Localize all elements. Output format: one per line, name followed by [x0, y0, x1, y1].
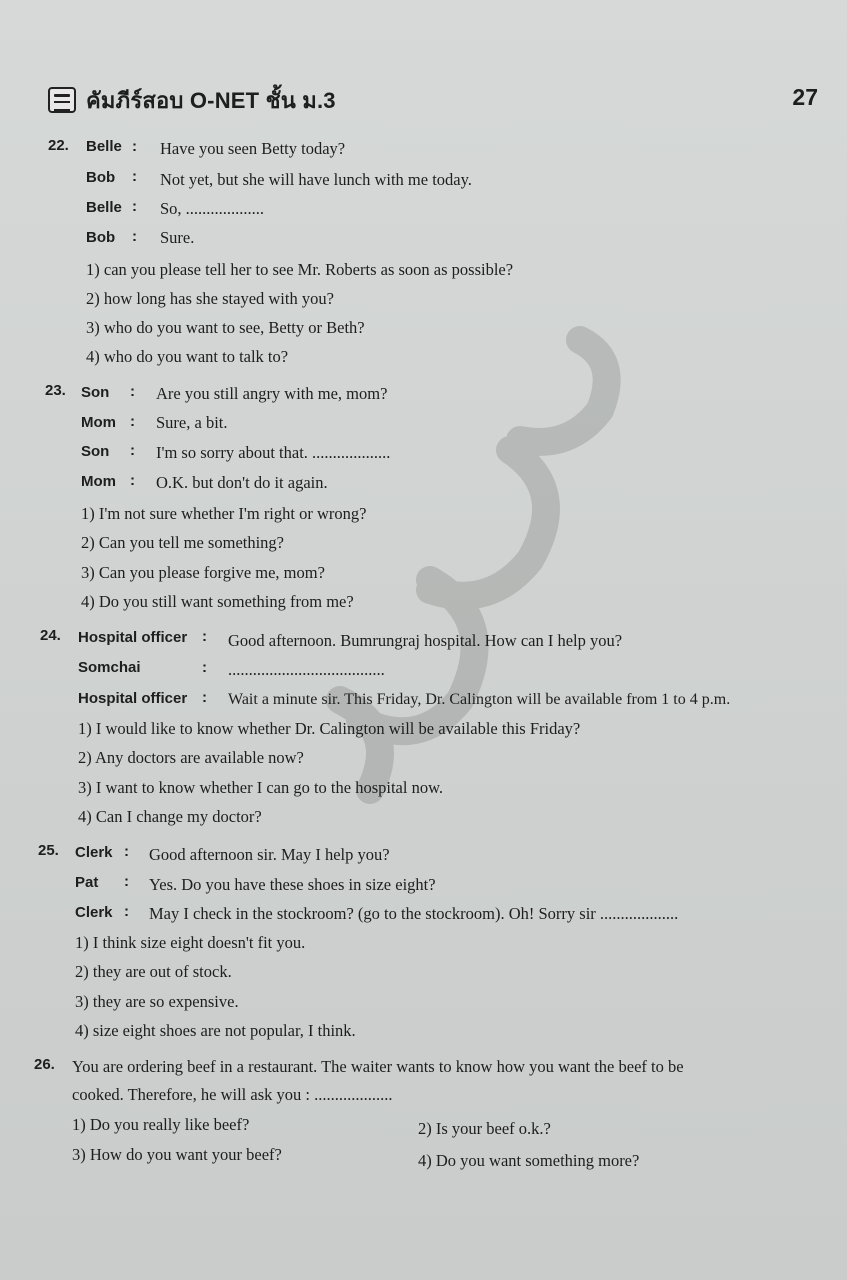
colon-separator: : [202, 689, 207, 706]
dialogue-line [86, 167, 115, 187]
colon-separator: : [202, 628, 207, 645]
question-stem: cooked. Therefore, he will ask you : ................... [72, 1085, 393, 1104]
answer-option: 2) Any doctors are available now? [78, 748, 304, 767]
dialogue-text: Sure. [160, 228, 195, 247]
page-number: 27 [792, 84, 818, 110]
answer-option: 1) Do you really like beef? [72, 1115, 250, 1134]
dialogue-line [86, 227, 115, 247]
colon-separator: : [132, 228, 137, 245]
answer-option: 2) Is your beef o.k.? [418, 1119, 551, 1138]
answer-option: 4) Do you still want something from me? [81, 592, 354, 611]
question-number: 25. [38, 842, 59, 859]
speaker-name: Clerk [75, 904, 113, 921]
book-title: คัมภีร์สอบ O-NET ชั้น ม.3 [86, 87, 336, 113]
colon-separator: : [202, 659, 207, 676]
answer-option: 2) how long has she stayed with you? [86, 289, 334, 308]
answer-option: 3) Can you please forgive me, mom? [81, 563, 325, 582]
speaker-name: Hospital officer [78, 690, 188, 707]
question-number: 23. [45, 382, 66, 399]
question-number: 22. [48, 137, 69, 154]
dialogue-line [78, 627, 187, 647]
dialogue-line [75, 842, 113, 862]
book-icon [48, 87, 76, 113]
answer-option: 3) How do you want your beef? [72, 1145, 282, 1164]
answer-option: 1) I'm not sure whether I'm right or wrong? [81, 504, 367, 523]
answer-option: 2) they are out of stock. [75, 962, 232, 981]
speaker-name: Mom [81, 473, 116, 490]
dialogue-text: Good afternoon. Bumrungraj hospital. How can I help you? [228, 631, 623, 650]
answer-option: 4) size eight shoes are not popular, I think. [75, 1021, 356, 1040]
answer-option: 1) can you please tell her to see Mr. Roberts as soon as possible? [86, 260, 514, 279]
dialogue-text: Not yet, but she will have lunch with me today. [160, 170, 472, 189]
dialogue-text: I'm so sorry about that. ................... [156, 443, 391, 462]
answer-option: 1) I think size eight doesn't fit you. [75, 933, 306, 952]
answer-option: 3) they are so expensive. [75, 992, 239, 1011]
answer-option: 3) I want to know whether I can go to the hospital now. [78, 778, 444, 797]
answer-option: 2) Can you tell me something? [81, 533, 285, 552]
dialogue-text: Good afternoon sir. May I help you? [149, 845, 390, 864]
dialogue-text: ...................................... [228, 660, 385, 679]
colon-separator: : [124, 903, 129, 920]
colon-separator: : [132, 198, 137, 215]
question-stem: You are ordering beef in a restaurant. The waiter wants to know how you want the beef to be [72, 1057, 684, 1076]
answer-option: 4) Do you want something more? [418, 1151, 640, 1170]
colon-separator: : [130, 383, 135, 400]
speaker-name: Hospital officer [78, 629, 188, 646]
dialogue-line [86, 136, 122, 156]
colon-separator: : [130, 472, 135, 489]
speaker-name: Bob [86, 169, 116, 186]
dialogue-line [81, 441, 109, 461]
speaker-name: Son [81, 443, 110, 460]
speaker-name: Mom [81, 414, 116, 431]
dialogue-line [78, 688, 187, 708]
answer-option: 3) who do you want to see, Betty or Beth? [86, 318, 365, 337]
speaker-name: Bob [86, 229, 116, 246]
dialogue-line [81, 382, 109, 402]
speaker-name: Somchai [78, 659, 141, 676]
dialogue-text: Yes. Do you have these shoes in size eight? [149, 875, 436, 894]
colon-separator: : [124, 873, 129, 890]
dialogue-line [86, 197, 122, 217]
speaker-name: Clerk [75, 844, 113, 861]
dialogue-line [81, 471, 116, 491]
speaker-name: Belle [86, 199, 122, 216]
watermark [250, 300, 670, 820]
speaker-name: Belle [86, 138, 122, 155]
answer-option: 1) I would like to know whether Dr. Calington will be available this Friday? [78, 719, 581, 738]
colon-separator: : [132, 138, 137, 155]
question-number: 24. [40, 627, 61, 644]
dialogue-line [75, 902, 113, 922]
dialogue-text: Are you still angry with me, mom? [156, 384, 388, 403]
dialogue-line [78, 657, 141, 677]
colon-separator: : [130, 413, 135, 430]
speaker-name: Son [81, 384, 110, 401]
dialogue-text: O.K. but don't do it again. [156, 473, 328, 492]
page-header [48, 82, 818, 118]
dialogue-text: May I check in the stockroom? (go to the stockroom). Oh! Sorry sir ................... [149, 904, 679, 923]
dialogue-line [75, 872, 98, 892]
answer-option: 4) Can I change my doctor? [78, 807, 262, 826]
dialogue-text: Have you seen Betty today? [160, 139, 346, 158]
dialogue-text: Wait a minute sir. This Friday, Dr. Calington will be available from 1 to 4 p.m. [228, 691, 731, 708]
dialogue-text: Sure, a bit. [156, 413, 228, 432]
dialogue-line [81, 412, 116, 432]
question-number: 26. [34, 1056, 55, 1073]
colon-separator: : [130, 442, 135, 459]
speaker-name: Pat [75, 874, 99, 891]
answer-option: 4) who do you want to talk to? [86, 347, 289, 366]
colon-separator: : [132, 168, 137, 185]
dialogue-text: So, ................... [160, 199, 265, 218]
colon-separator: : [124, 843, 129, 860]
